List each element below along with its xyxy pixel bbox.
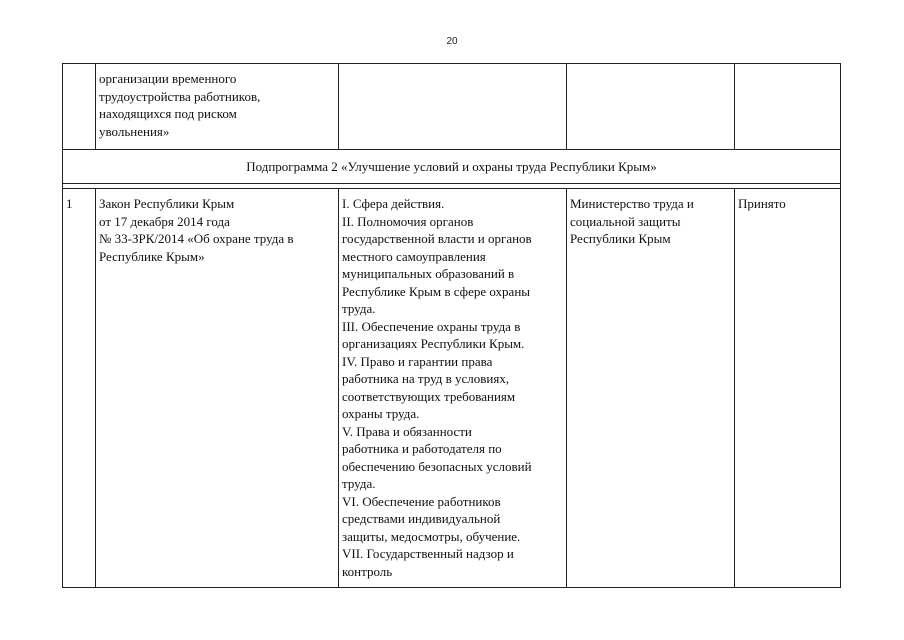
text-line: Республике Крым» bbox=[99, 248, 205, 264]
page-number: 20 bbox=[446, 36, 458, 47]
subprogram-title: Подпрограмма 2 «Улучшение условий и охраны труда Республики Крым» bbox=[63, 150, 841, 184]
text-line: Республики Крым bbox=[570, 231, 671, 246]
text-line: Министерство труда и bbox=[570, 196, 694, 211]
text-line: защиты, медосмотры, обучение. bbox=[342, 528, 521, 544]
text-line: от 17 декабря 2014 года bbox=[99, 213, 230, 229]
text-line: государственной власти и органов bbox=[342, 231, 532, 246]
text-line: II. Полномочия органов bbox=[342, 213, 474, 229]
cell-responsible bbox=[567, 189, 735, 588]
text-line: VI. Обеспечение работников bbox=[342, 493, 501, 509]
text-line: местного самоуправления bbox=[342, 248, 486, 264]
row-number: 1 bbox=[63, 189, 96, 588]
text-line: охраны труда. bbox=[342, 406, 420, 421]
cell-responsible bbox=[567, 64, 735, 150]
table-row-continued bbox=[63, 64, 841, 150]
text-line: организации временного bbox=[99, 71, 237, 86]
cell-content bbox=[339, 189, 567, 588]
text-line: III. Обеспечение охраны труда в bbox=[342, 318, 521, 334]
cell-document bbox=[96, 189, 339, 588]
text-line: трудоустройства работников, bbox=[99, 88, 261, 104]
text-line: работника на труд в условиях, bbox=[342, 371, 510, 386]
text-line: находящихся под риском bbox=[99, 106, 237, 121]
cell-content bbox=[339, 64, 567, 150]
cell-status bbox=[735, 64, 841, 150]
text-line: IV. Право и гарантии права bbox=[342, 353, 493, 369]
text-line: I. Сфера действия. bbox=[342, 196, 445, 211]
text-line: социальной защиты bbox=[570, 213, 681, 229]
text-line: муниципальных образований в bbox=[342, 266, 515, 281]
table-row bbox=[63, 189, 841, 588]
text-line: обеспечению безопасных условий bbox=[342, 458, 532, 474]
cell-document bbox=[96, 64, 339, 150]
cell-number bbox=[63, 64, 96, 150]
text-line: контроль bbox=[342, 563, 393, 579]
text-line: соответствующих требованиям bbox=[342, 388, 516, 404]
text-line: V. Права и обязанности bbox=[342, 423, 472, 439]
cell-status: Принято bbox=[735, 189, 841, 588]
subprogram-header-row bbox=[63, 150, 841, 184]
text-line: Закон Республики Крым bbox=[99, 196, 235, 211]
document-table bbox=[62, 63, 841, 588]
text-line: средствами индивидуальной bbox=[342, 511, 501, 526]
text-line: Республике Крым в сфере охраны bbox=[342, 283, 531, 299]
text-line: труда. bbox=[342, 301, 376, 316]
text-line: работника и работодателя по bbox=[342, 441, 502, 456]
text-line: организациях Республики Крым. bbox=[342, 336, 525, 351]
text-line: увольнения» bbox=[99, 123, 170, 139]
text-line: труда. bbox=[342, 476, 376, 491]
text-line: № 33-ЗРК/2014 «Об охране труда в bbox=[99, 231, 294, 246]
text-line: VII. Государственный надзор и bbox=[342, 546, 514, 561]
